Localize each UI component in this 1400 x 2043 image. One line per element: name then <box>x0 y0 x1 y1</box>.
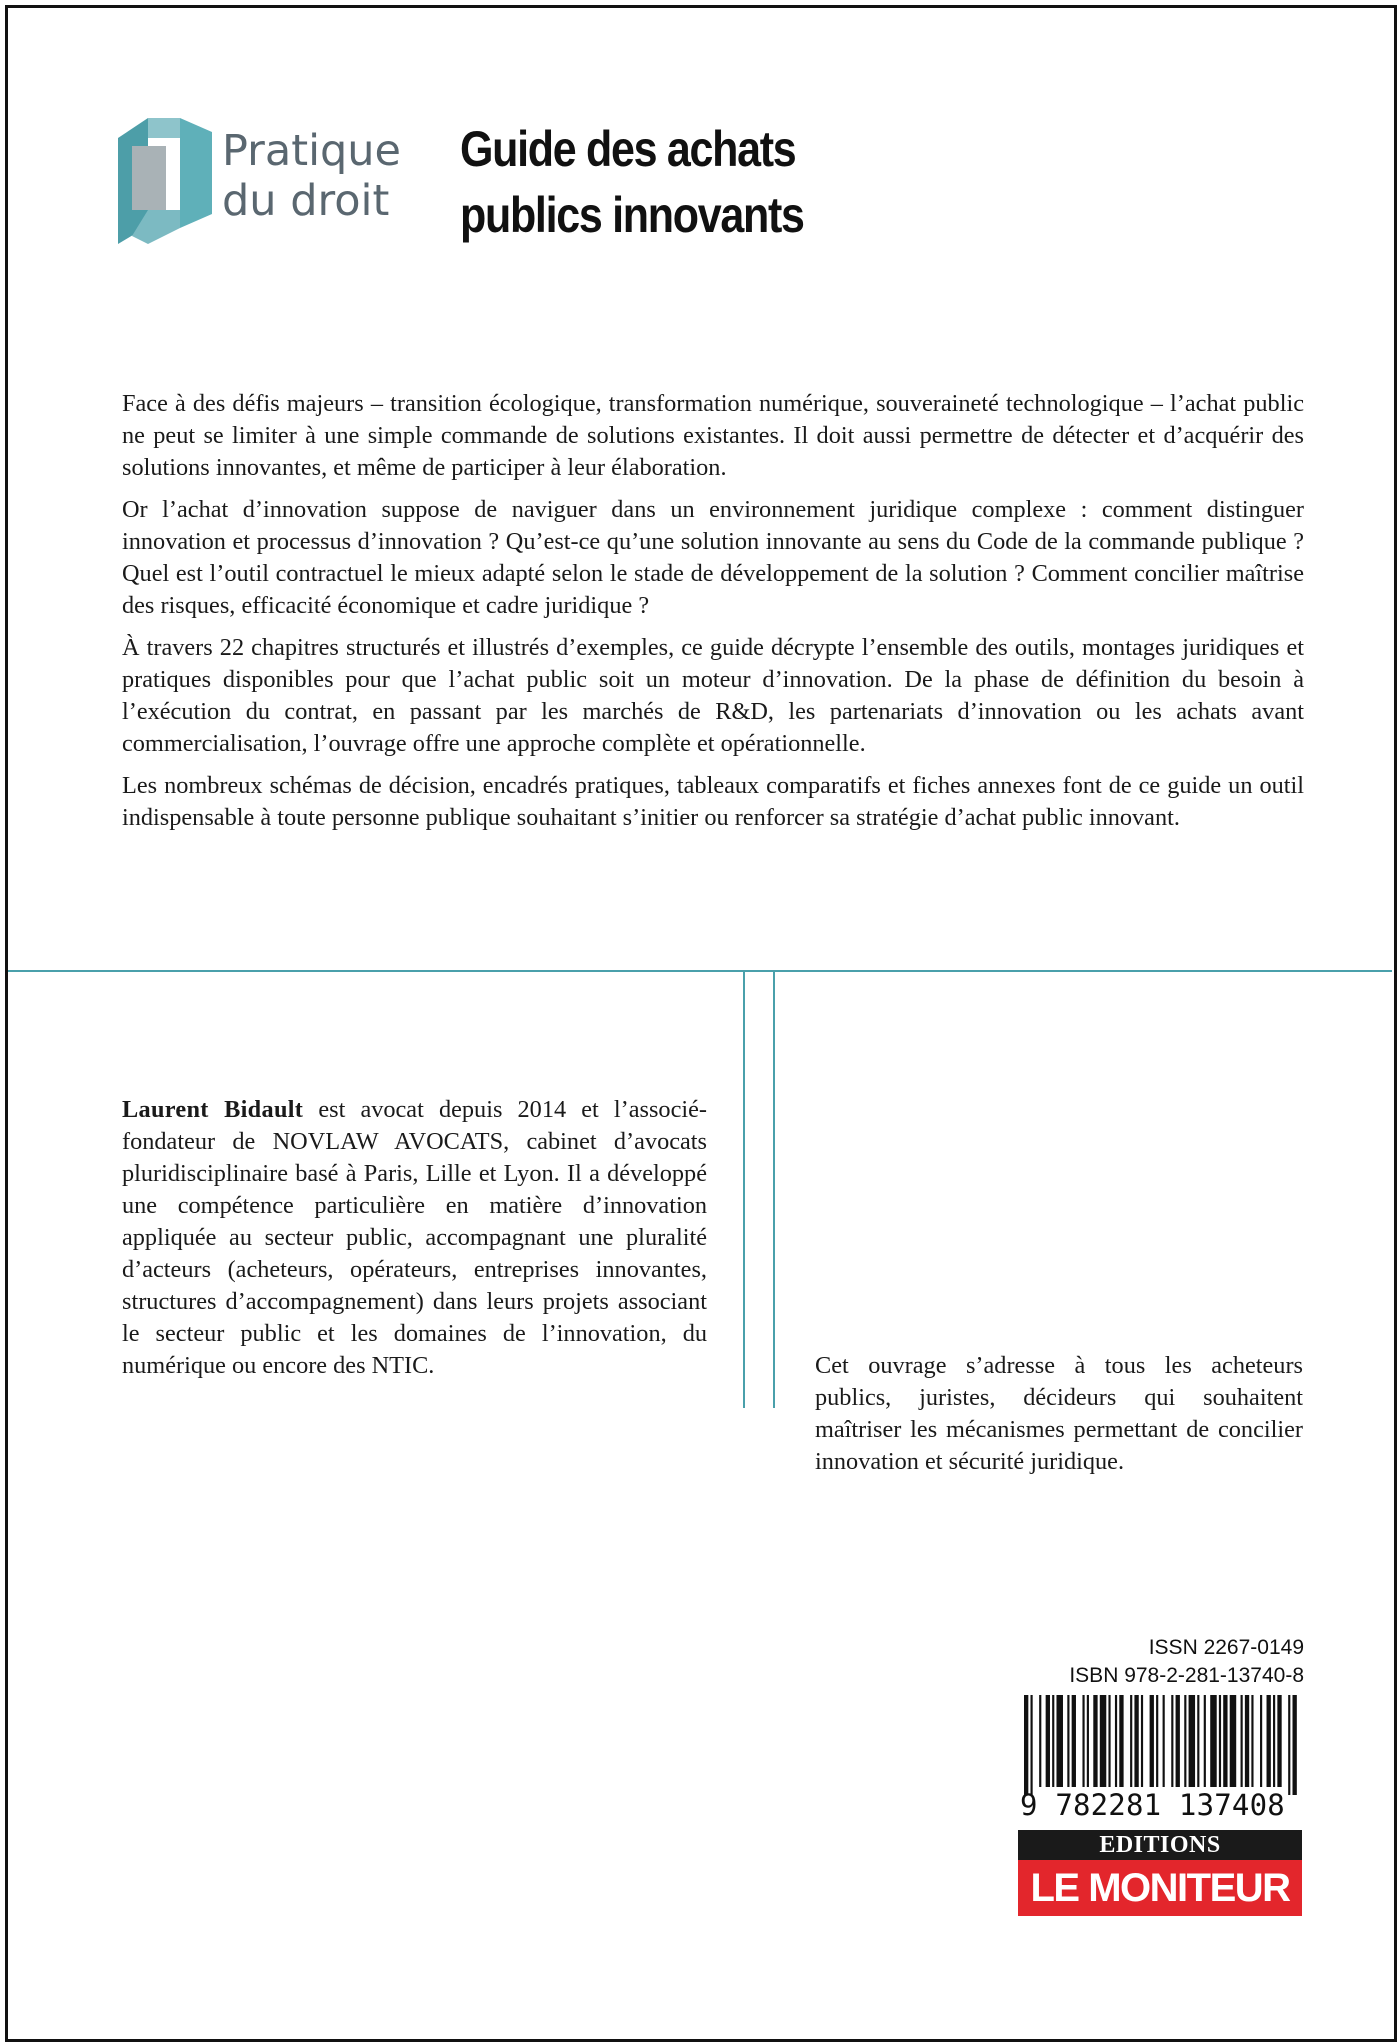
barcode-bar <box>1052 1695 1054 1787</box>
barcode-bar <box>1260 1695 1262 1787</box>
barcode-bar <box>1277 1695 1281 1787</box>
barcode-bar <box>1197 1695 1199 1787</box>
book-title <box>460 116 804 248</box>
barcode-bar <box>1204 1695 1206 1787</box>
barcode-bar <box>1087 1695 1089 1787</box>
book-description <box>122 388 1304 844</box>
barcode-bar <box>1056 1695 1063 1787</box>
barcode-bar <box>1273 1695 1275 1787</box>
barcode-bar <box>1267 1695 1271 1787</box>
series-name <box>222 126 401 226</box>
barcode-bar <box>1082 1695 1084 1787</box>
barcode-number: 9 782281 137408 <box>1020 1788 1285 1822</box>
title-line-1: Guide des achats <box>460 121 796 177</box>
barcode-bar <box>1163 1695 1165 1787</box>
barcode-bar <box>1176 1695 1180 1787</box>
description-paragraph: Face à des défis majeurs – transition écologique, transformation numérique, souveraineté technologique – l’achat public ne peut se limiter à une simple commande de solutions existantes. Il doit aussi permettre de détecter et d’acquérir des solutions innovantes, et même de participer à leur élaboration. <box>122 390 1304 481</box>
issn: ISSN 2267-0149 <box>1148 1636 1304 1659</box>
isbn: ISBN 978-2-281-13740-8 <box>1069 1664 1304 1687</box>
title-line-2: publics innovants <box>460 187 804 243</box>
description-paragraph: Les nombreux schémas de décision, encadrés pratiques, tableaux comparatifs et fiches annexes font de ce guide un outil indispensable à toute personne publique souhaitant s’initier ou renforcer sa stratégie d’achat public innovant. <box>122 772 1304 831</box>
section-divider <box>8 970 1392 972</box>
author-bio <box>122 1094 707 1382</box>
publisher-editions: EDITIONS <box>1018 1830 1302 1860</box>
barcode-bar <box>1219 1695 1221 1787</box>
description-paragraph: Or l’achat d’innovation suppose de naviguer dans un environnement juridique complexe : comment distinguer innovation et processus d’innovation ? Qu’est-ce qu’une solution innovante au sens du Code de la commande publique ? Quel est l’outil contractuel le mieux adapté selon le stade de développement de la solution ? Comment concilier maîtrise des risques, efficacité économique et cadre juridique ? <box>122 496 1304 619</box>
barcode-bar <box>1288 1695 1290 1795</box>
barcode-bar <box>1241 1695 1243 1787</box>
barcode-bar <box>1223 1695 1227 1787</box>
barcode-bar <box>1067 1695 1069 1787</box>
barcode-bar <box>1141 1695 1143 1787</box>
barcode-bar <box>1184 1695 1186 1787</box>
barcode-bar <box>1245 1695 1249 1787</box>
barcode-bar <box>1156 1695 1158 1787</box>
series-line-1: Pratique <box>222 126 402 176</box>
barcode-bar <box>1072 1695 1076 1787</box>
series-logo-icon <box>118 118 212 244</box>
target-audience: Cet ouvrage s’adresse à tous les acheteurs publics, juristes, décideurs qui souhaitent maîtriser les mécanismes permettant de concilier innovation et sécurité juridique. <box>815 1352 1303 1475</box>
publisher-logo <box>1018 1830 1302 1916</box>
barcode-bar <box>1210 1695 1217 1787</box>
barcode-bar <box>1031 1695 1033 1795</box>
barcode-icon <box>1024 1695 1299 1795</box>
barcode-bar <box>1251 1695 1253 1787</box>
barcode-bar <box>1230 1695 1237 1787</box>
barcode-bar <box>1046 1695 1050 1787</box>
barcode-bar <box>1039 1695 1041 1787</box>
barcode-bar <box>1130 1695 1132 1787</box>
barcode-bar <box>1024 1695 1028 1795</box>
barcode-bar <box>1093 1695 1097 1787</box>
barcode-bar <box>1108 1695 1110 1787</box>
column-divider-left <box>743 970 745 1408</box>
barcode-bar <box>1115 1695 1117 1787</box>
author-bio-text: est avocat depuis 2014 et l’associé-fondateur de NOVLAW AVOCATS, cabinet d’avocats pluridisciplinaire basé à Paris, Lille et Lyon. Il a développé une compétence particulière en matière d’innovation appliquée au secteur public, accompagnant une pluralité d’acteurs (acheteurs, opérateurs, entreprises innovantes, structures d’accompagnement) dans leurs projets associant le secteur public et les domaines de l’innovation, du numérique ou encore des NTIC. <box>122 1096 707 1379</box>
barcode-bar <box>1150 1695 1154 1787</box>
barcode-bar <box>1293 1695 1297 1795</box>
column-divider-right <box>773 970 775 1408</box>
publisher-name: LE MONITEUR <box>1018 1860 1302 1916</box>
barcode-bar <box>1119 1695 1123 1787</box>
series-line-2: du droit <box>222 176 390 226</box>
barcode-bar <box>1100 1695 1107 1787</box>
barcode-bar <box>1171 1695 1173 1787</box>
barcode-bar <box>1134 1695 1138 1787</box>
author-name: Laurent Bidault <box>122 1096 304 1123</box>
barcode-bar <box>1189 1695 1196 1787</box>
description-paragraph: À travers 22 chapitres structurés et illustrés d’exemples, ce guide décrypte l’ensemble des outils, montages juridiques et pratiques disponibles pour que l’achat public soit un moteur d’innovation. De la phase de définition du besoin à l’exécution du contrat, en passant par les marchés de R&D, les partenariats d’innovation ou les achats avant commercialisation, l’ouvrage offre une approche complète et opérationnelle. <box>122 634 1304 757</box>
